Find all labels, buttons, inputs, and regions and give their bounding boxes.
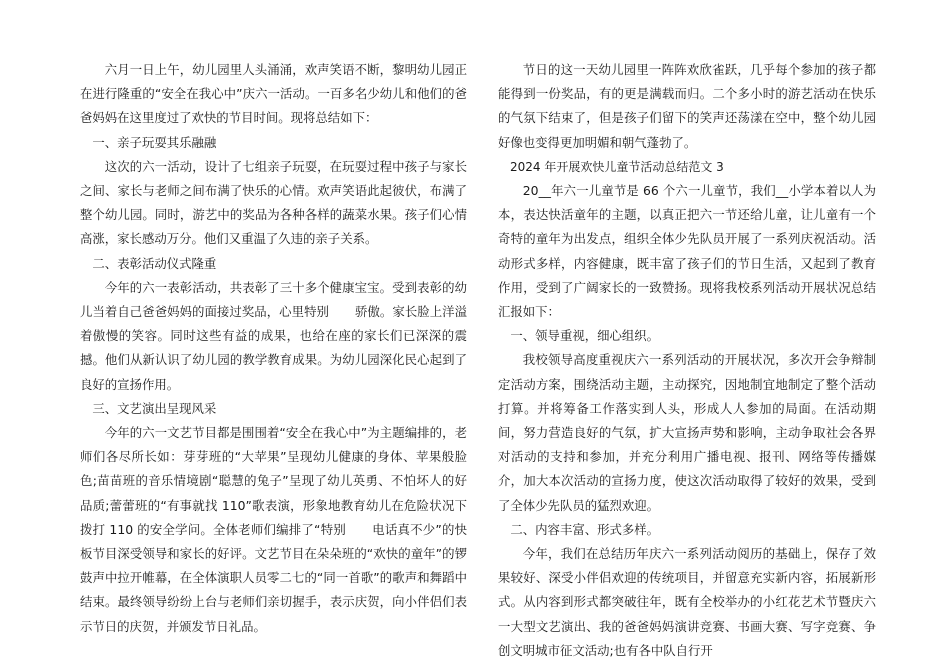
performances-text-part2: 电话真不少”的快板节目深受领导和家长的好评。文艺节目在朵朵班的“欢快的童年”的锣鼓声中拉开帷幕，在全体演职人员零二七的“同一首歌”的歌声和舞蹈中结束。最终领导纷纷上台与老师们亲切握手，表示庆贺，向小伴侣们表示节日的庆贺，并颁发节日礼品。 — [80, 521, 467, 634]
performances-text-part1: 今年的六一文艺节目都是围围着“安全在我心中”为主题编排的，老师们各尽所长如：芽芽班的“大苹果”呈现幼儿健康的身体、苹果般脸色;苗苗班的音乐情境剧“聪慧的兔子”呈现了幼儿英勇、不怕坏人的好品质;蕾蕾班的“有事就找 110”歌表演，形象地教育幼儿在危险状况下拨打 110 的安全学问。全体老师们编排了“特别 — [80, 425, 467, 537]
leadership-paragraph: 我校领导高度重视庆六一系列活动的开展状况，多次开会争辩制定活动方案，围绕活动主题，主动探究，因地制宜地制定了整个活动打算。并将筹备工作落实到人头，形成人人参加的局面。在活动期间，努力营造良好的气氛，扩大宣扬声势和影响，主动争取社会各界对活动的支持和参加，并充分利用广播电视、报刊、网络等传播媒介，加大本次活动的宣扬力度，使这次活动取得了较好的效果，受到了全体少先队员的猛烈欢迎。 — [498, 352, 876, 513]
left-column — [80, 58, 467, 639]
section-heading-performances: 三、文艺演出呈现风采 — [92, 400, 217, 416]
content-forms-paragraph: 今年，我们在总结历年庆六一系列活动阅历的基础上，保存了效果较好、深受小伴侣欢迎的传统项目，并留意充实新内容，拓展新形式。从内容到形式都突破往年，既有全校举办的小红花艺术节暨庆六一大型文艺演出、我的爸爸妈妈演讲竞赛、书画大赛、写字竞赛、争创文明城市征文活动;也有各中队自行开 — [498, 546, 876, 658]
parent-child-games-paragraph: 这次的六一活动，设计了七组亲子玩耍，在玩耍过程中孩子与家长之间、家长与老师之间布满了快乐的心情。欢声笑语此起彼伏，布满了整个幼儿园。同时，游艺中的奖品为各种各样的蔬菜水果。孩子们心情高涨，家长感动万分。他们又重温了久违的亲子关系。 — [80, 158, 467, 247]
article-intro-paragraph: 20__年六一儿童节是 66 个六一儿童节，我们__小学本着以人为本，表达快活童年的主题，以真正把六一节还给儿童，让儿童有一个奇特的童年为出发点，组织全体少先队员开展了一系列庆祝活动。活动形式多样，内容健康，既丰富了孩子们的节日生活，又起到了教育作用，受到了广阔家长的一致赞扬。现将我校系列活动开展状况总结汇报如下： — [498, 183, 876, 320]
section-heading-leadership: 一、领导重视，细心组织。 — [510, 328, 660, 344]
right-column — [498, 58, 876, 663]
section-heading-award-ceremony: 二、表彰活动仪式隆重 — [92, 255, 217, 271]
award-ceremony-text-part1: 今年的六一表彰活动，共表彰了三十多个健康宝宝。受到表彰的幼儿当着自己爸爸妈妈的面接过奖品，心里特别 — [80, 279, 467, 320]
intro-paragraph: 六月一日上午，幼儿园里人头涌涌，欢声笑语不断，黎明幼儿园正在进行隆重的“安全在我心中”庆六一活动。一百多名少幼儿和他们的爸爸妈妈在这里度过了欢快的节目时间。现将总结如下： — [80, 62, 467, 126]
section-heading-content-forms: 二、内容丰富、形式多样。 — [510, 521, 660, 537]
continuation-paragraph: 节日的这一天幼儿园里一阵阵欢欣雀跃，几乎每个参加的孩子都能得到一份奖品，有的更是满载而归。二个多小时的游艺活动在快乐的气氛下结束了，但是孩子们留下的笑声还荡漾在空中，整个幼儿园好像也变得更加明媚和朝气蓬勃了。 — [498, 62, 876, 150]
award-ceremony-paragraph — [80, 276, 467, 397]
performances-paragraph — [80, 421, 467, 639]
award-ceremony-text-part2: 骄傲。家长脸上洋溢着傲慢的笑容。同时这些有益的成果，也给在座的家长们已深深的震撼。他们从新认识了幼儿园的教学教育成果。为幼儿园深化民心起到了良好的宣扬作用。 — [80, 304, 468, 392]
section-heading-parent-child-games: 一、亲子玩耍其乐融融 — [92, 134, 217, 150]
article-title: 2024 年开展欢快儿童节活动总结范文 3 — [510, 159, 724, 174]
